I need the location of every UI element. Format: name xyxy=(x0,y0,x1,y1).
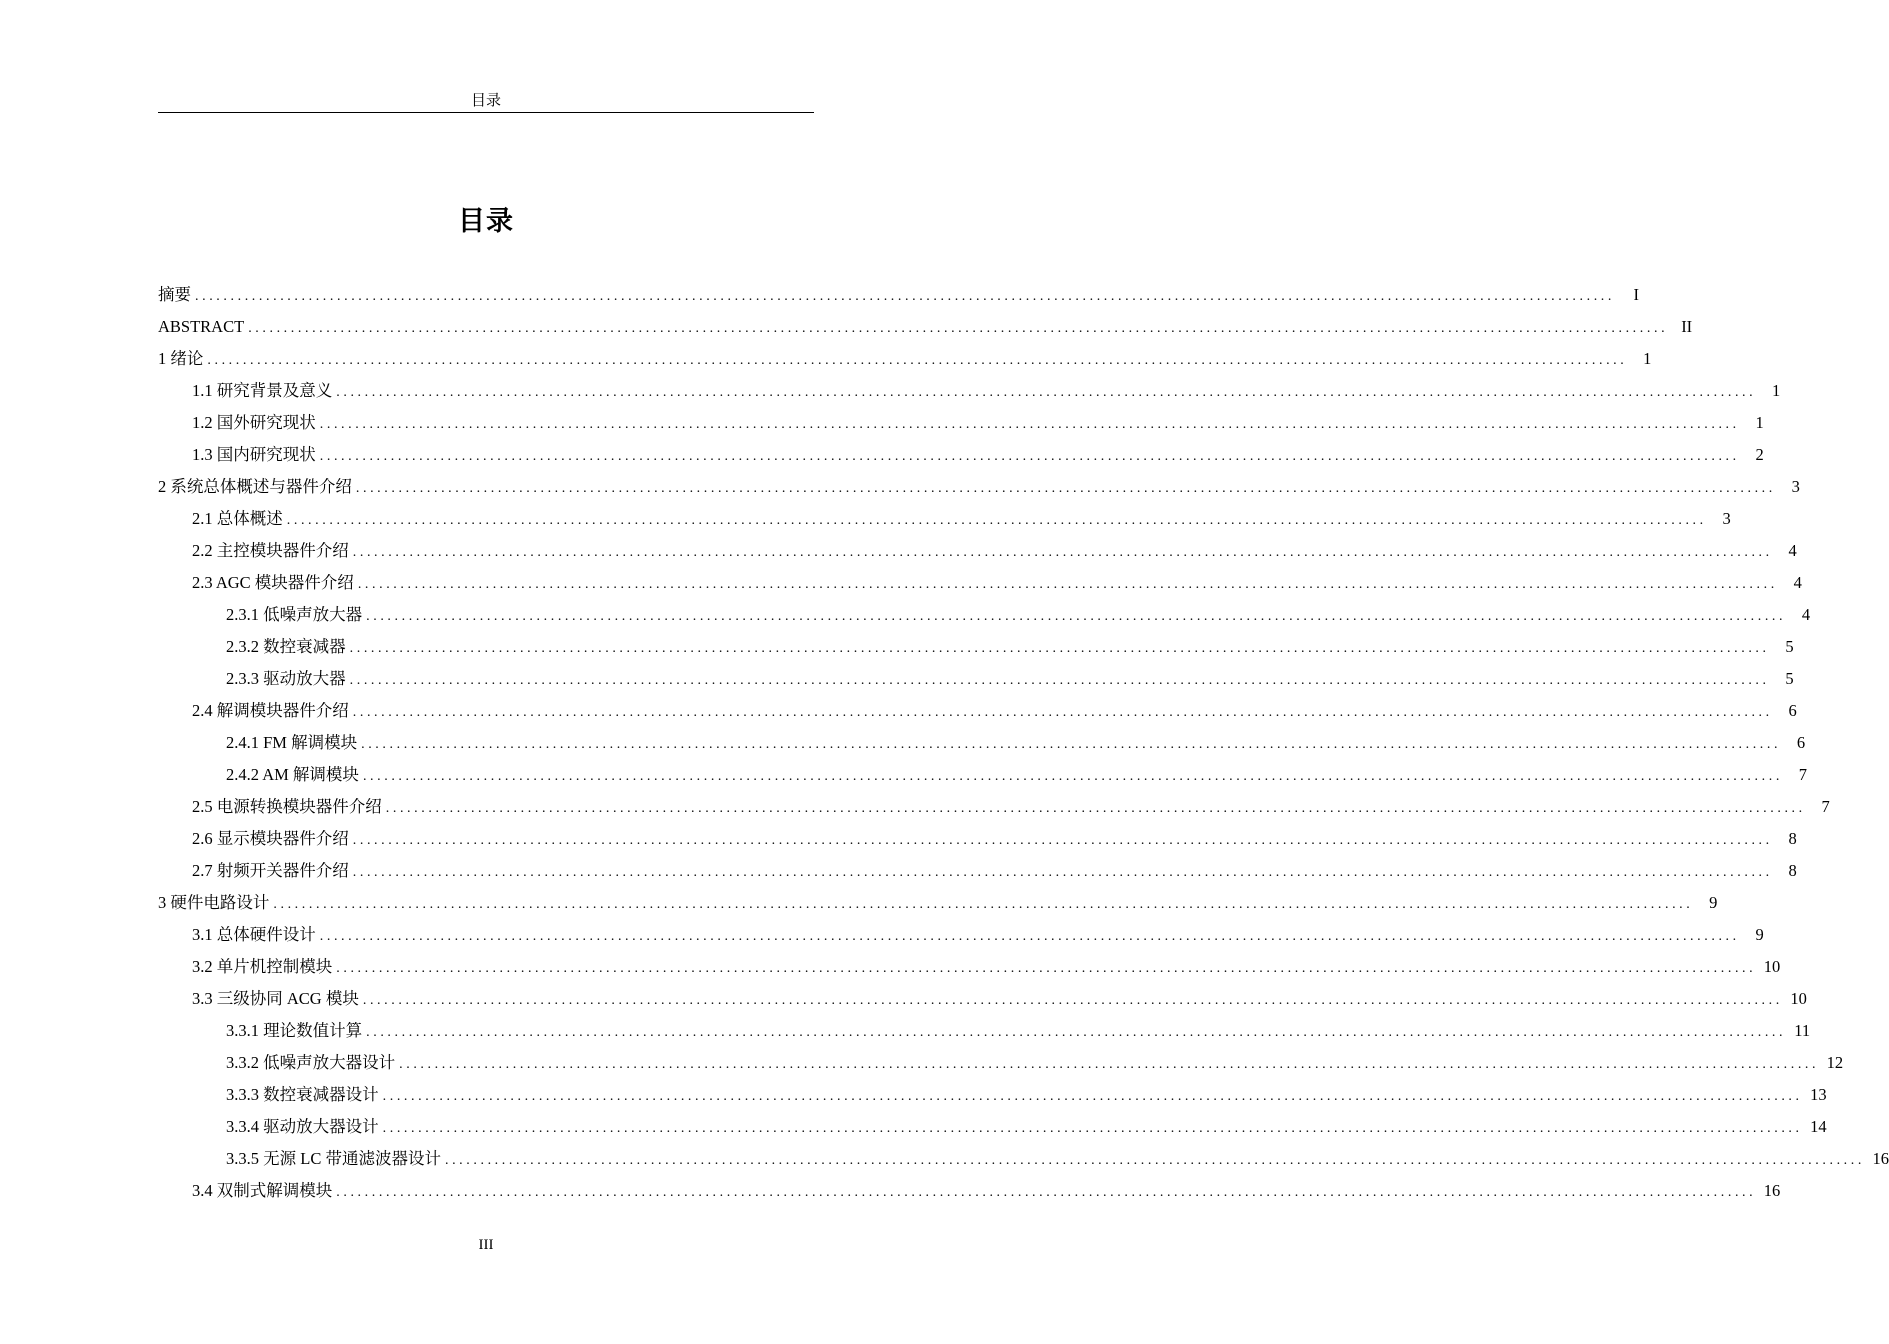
toc-entry[interactable] xyxy=(158,695,1797,727)
toc-entry-label: 2.1 总体概述 xyxy=(192,509,283,528)
toc-entry-label: 1 绪论 xyxy=(158,349,204,368)
toc-entry-page-number: 16 xyxy=(1763,1181,1781,1200)
toc-dot-leader: ........................................................................................................................................................................................................ xyxy=(352,865,1773,880)
toc-dot-leader: ........................................................................................................................................................................................................ xyxy=(207,353,1628,368)
toc-entry[interactable] xyxy=(158,279,1639,311)
toc-entry-label: 2.4 解调模块器件介绍 xyxy=(192,701,349,720)
toc-entry[interactable] xyxy=(158,1015,1811,1047)
toc-entry-label: 2.2 主控模块器件介绍 xyxy=(192,541,349,560)
toc-entry[interactable] xyxy=(158,1047,1844,1079)
toc-entry[interactable] xyxy=(158,823,1797,855)
toc-entry[interactable] xyxy=(158,1079,1827,1111)
toc-entry-page-number: 2 xyxy=(1755,445,1764,464)
toc-entry-page-number: 3 xyxy=(1791,477,1800,496)
toc-entry-label: 2.6 显示模块器件介绍 xyxy=(192,829,349,848)
toc-entry-page-number: 4 xyxy=(1801,605,1811,624)
toc-entry-page-number: 3 xyxy=(1722,509,1731,528)
toc-entry-label: 3.3.4 驱动放大器设计 xyxy=(226,1117,379,1136)
toc-entry-page-number: 5 xyxy=(1785,637,1794,656)
toc-entry-label: 摘要 xyxy=(158,285,191,304)
toc-dot-leader: ........................................................................................................................................................................................................ xyxy=(248,321,1669,336)
toc-dot-leader: ........................................................................................................................................................................................................ xyxy=(366,609,1787,624)
toc-entry-page-number: 6 xyxy=(1788,701,1797,720)
toc-dot-leader: ........................................................................................................................................................................................................ xyxy=(336,1185,1757,1200)
toc-entry-label: ABSTRACT xyxy=(158,317,245,336)
toc-entry-page-number: 7 xyxy=(1821,797,1830,816)
toc-entry-label: 2.4.1 FM 解调模块 xyxy=(226,733,358,752)
toc-entry-label: 1.3 国内研究现状 xyxy=(192,445,316,464)
toc-entry-page-number: 4 xyxy=(1793,573,1802,592)
toc-entry-label: 3.3.1 理论数值计算 xyxy=(226,1021,363,1040)
toc-entry[interactable] xyxy=(158,791,1830,823)
toc-entry-page-number: 10 xyxy=(1763,957,1781,976)
toc-entry[interactable] xyxy=(158,1175,1781,1207)
toc-dot-leader: ........................................................................................................................................................................................................ xyxy=(444,1153,1865,1168)
toc-entry-page-number: 8 xyxy=(1788,861,1797,880)
toc-entry[interactable] xyxy=(158,599,1811,631)
toc-dot-leader: ........................................................................................................................................................................................................ xyxy=(319,417,1740,432)
toc-entry-label: 2.3.3 驱动放大器 xyxy=(226,669,346,688)
toc-entry[interactable] xyxy=(158,631,1794,663)
toc-entry-label: 3.3 三级协同 ACG 模块 xyxy=(192,989,359,1008)
toc-dot-leader: ........................................................................................................................................................................................................ xyxy=(357,577,1778,592)
toc-entry[interactable] xyxy=(158,535,1797,567)
toc-dot-leader: ........................................................................................................................................................................................................ xyxy=(195,289,1615,304)
toc-entry-page-number: 10 xyxy=(1790,989,1807,1008)
toc-entry-page-number: 1 xyxy=(1643,349,1652,368)
toc-dot-leader: ........................................................................................................................................................................................................ xyxy=(361,737,1782,752)
toc-entry-label: 2.3.2 数控衰减器 xyxy=(226,637,346,656)
toc-dot-leader: ........................................................................................................................................................................................................ xyxy=(352,705,1773,720)
toc-dot-leader: ........................................................................................................................................................................................................ xyxy=(319,929,1740,944)
toc-entry-page-number: 11 xyxy=(1794,1021,1811,1040)
toc-entry-page-number: II xyxy=(1681,317,1693,336)
toc-entry[interactable] xyxy=(158,919,1764,951)
toc-entry-page-number: 7 xyxy=(1798,765,1807,784)
toc-entry[interactable] xyxy=(158,951,1781,983)
toc-dot-leader: ........................................................................................................................................................................................................ xyxy=(319,449,1740,464)
toc-entry-page-number: 6 xyxy=(1796,733,1806,752)
table-of-contents xyxy=(158,279,1889,1207)
toc-entry-label: 2.4.2 AM 解调模块 xyxy=(226,765,359,784)
toc-entry-page-number: 14 xyxy=(1810,1117,1827,1136)
toc-dot-leader: ........................................................................................................................................................................................................ xyxy=(362,993,1783,1008)
toc-dot-leader: ........................................................................................................................................................................................................ xyxy=(362,769,1783,784)
toc-entry[interactable] xyxy=(158,343,1652,375)
page-number: III xyxy=(478,1237,494,1253)
toc-entry-page-number: 8 xyxy=(1788,829,1797,848)
toc-dot-leader: ........................................................................................................................................................................................................ xyxy=(366,1025,1787,1040)
toc-entry-label: 3.3.5 无源 LC 带通滤波器设计 xyxy=(226,1149,441,1168)
toc-entry-page-number: 1 xyxy=(1772,381,1781,400)
toc-dot-leader: ........................................................................................................................................................................................................ xyxy=(352,833,1773,848)
toc-entry-label: 3 硬件电路设计 xyxy=(158,893,270,912)
toc-entry-label: 3.2 单片机控制模块 xyxy=(192,957,333,976)
toc-entry-page-number: 16 xyxy=(1872,1149,1889,1168)
toc-entry[interactable] xyxy=(158,503,1731,535)
toc-entry[interactable] xyxy=(158,887,1718,919)
toc-dot-leader: ........................................................................................................................................................................................................ xyxy=(355,481,1776,496)
toc-entry[interactable] xyxy=(158,759,1807,791)
toc-entry[interactable] xyxy=(158,567,1802,599)
toc-entry-page-number: 12 xyxy=(1826,1053,1844,1072)
toc-entry[interactable] xyxy=(158,375,1781,407)
toc-dot-leader: ........................................................................................................................................................................................................ xyxy=(382,1089,1803,1104)
toc-entry[interactable] xyxy=(158,663,1794,695)
toc-entry-page-number: 9 xyxy=(1709,893,1718,912)
toc-entry-page-number: 9 xyxy=(1755,925,1764,944)
page-title: 目录 xyxy=(458,206,514,237)
toc-entry[interactable] xyxy=(158,727,1806,759)
toc-entry-label: 1.1 研究背景及意义 xyxy=(192,381,333,400)
toc-entry[interactable] xyxy=(158,311,1693,343)
toc-entry-page-number: 1 xyxy=(1755,413,1764,432)
toc-dot-leader: ........................................................................................................................................................................................................ xyxy=(286,513,1707,528)
toc-entry[interactable] xyxy=(158,471,1800,503)
toc-dot-leader: ........................................................................................................................................................................................................ xyxy=(349,641,1770,656)
toc-dot-leader: ........................................................................................................................................................................................................ xyxy=(336,385,1757,400)
toc-entry-label: 3.3.3 数控衰减器设计 xyxy=(226,1085,379,1104)
toc-dot-leader: ........................................................................................................................................................................................................ xyxy=(382,1121,1803,1136)
toc-entry-label: 3.3.2 低噪声放大器设计 xyxy=(226,1053,396,1072)
toc-entry-label: 2.3.1 低噪声放大器 xyxy=(226,605,363,624)
toc-entry-label: 2 系统总体概述与器件介绍 xyxy=(158,477,352,496)
toc-dot-leader: ........................................................................................................................................................................................................ xyxy=(349,673,1770,688)
toc-entry[interactable] xyxy=(158,855,1797,887)
toc-entry[interactable] xyxy=(158,1111,1827,1143)
header-rule xyxy=(158,112,814,113)
toc-dot-leader: ........................................................................................................................................................................................................ xyxy=(336,961,1757,976)
toc-entry-label: 1.2 国外研究现状 xyxy=(192,413,316,432)
toc-entry-label: 2.5 电源转换模块器件介绍 xyxy=(192,797,382,816)
toc-dot-leader: ........................................................................................................................................................................................................ xyxy=(352,545,1773,560)
toc-entry-page-number: I xyxy=(1633,285,1639,304)
toc-dot-leader: ........................................................................................................................................................................................................ xyxy=(399,1057,1820,1072)
toc-dot-leader: ........................................................................................................................................................................................................ xyxy=(385,801,1806,816)
toc-entry[interactable] xyxy=(158,439,1764,471)
toc-entry-label: 2.7 射频开关器件介绍 xyxy=(192,861,349,880)
toc-entry-page-number: 13 xyxy=(1810,1085,1827,1104)
toc-entry-label: 2.3 AGC 模块器件介绍 xyxy=(192,573,354,592)
toc-entry[interactable] xyxy=(158,407,1764,439)
toc-entry-label: 3.4 双制式解调模块 xyxy=(192,1181,333,1200)
toc-entry-label: 3.1 总体硬件设计 xyxy=(192,925,316,944)
toc-entry-page-number: 5 xyxy=(1785,669,1794,688)
toc-entry[interactable] xyxy=(158,1143,1889,1175)
toc-dot-leader: ........................................................................................................................................................................................................ xyxy=(273,897,1694,912)
toc-entry[interactable] xyxy=(158,983,1807,1015)
toc-entry-page-number: 4 xyxy=(1788,541,1797,560)
running-header: 目录 xyxy=(470,93,501,109)
